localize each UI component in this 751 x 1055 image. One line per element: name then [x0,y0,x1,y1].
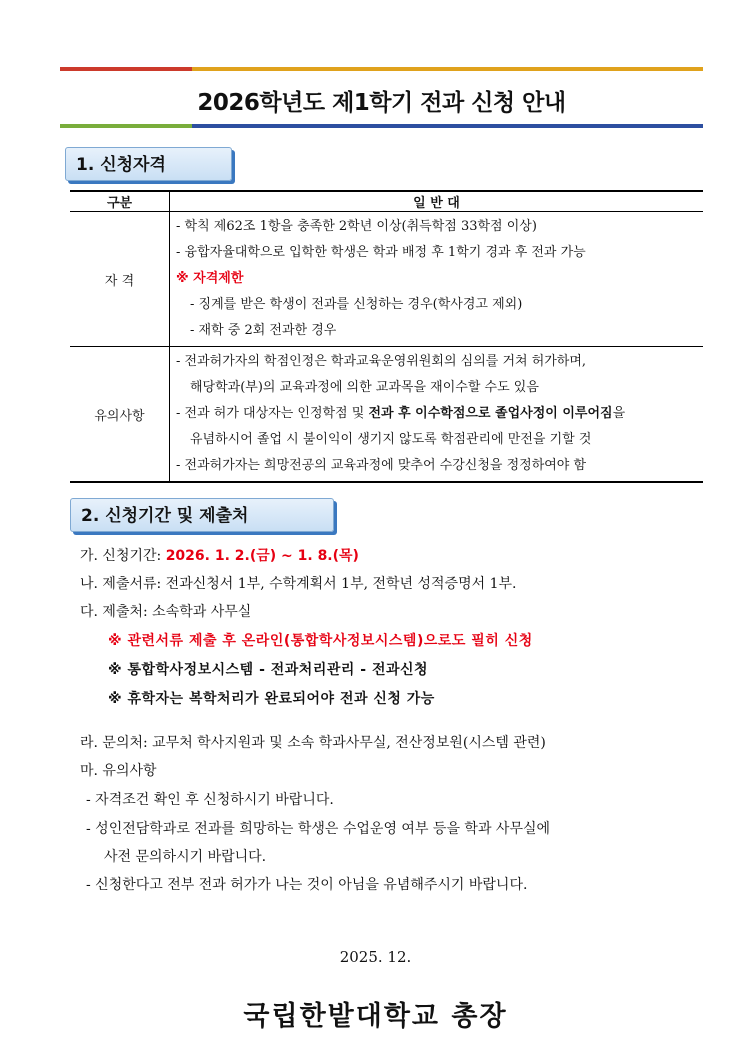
note-text: 을 [612,406,626,421]
note-text: - 전과 허가 대상자는 인정학점 및 [176,406,369,421]
bottom-bar-green [60,124,192,128]
section1-heading: 1. 신청자격 [65,147,232,181]
row-content-qualification [170,212,704,347]
issue-date: 2025. 12. [339,948,412,966]
table-row [70,212,703,347]
bottom-bar-blue [192,124,703,128]
section2-heading: 2. 신청기간 및 제출처 [70,498,334,532]
caution-item: - 성인전담학과로 전과를 희망하는 학생은 수업운영 여부 등을 학과 사무실에 [86,821,551,837]
period-value: 2026. 1. 2.(금) ~ 1. 8.(목) [165,548,359,564]
note-line: 유념하시어 졸업 시 불이익이 생기지 않도록 학점관리에 만전을 기할 것 [190,432,592,447]
signature: 국립한밭대학교 총장 [243,1001,508,1032]
required-documents: 나. 제출서류: 전과신청서 1부, 수학계획서 1부, 전학년 성적증명서 1부. [80,576,517,592]
qual-restriction-heading: ※ 자격제한 [176,271,244,286]
submission-office: 다. 제출처: 소속학과 사무실 [80,604,252,620]
qual-line: - 학칙 제62조 1항을 충족한 2학년 이상(취득학점 33학점 이상) [176,219,537,234]
table-header-general: 일 반 대 [170,191,704,212]
qual-line: - 융합자율대학으로 입학한 학생은 학과 배정 후 1학기 경과 후 전과 가능 [176,245,586,260]
note-line: - 전과허가자의 학점인정은 학과교육운영위원회의 심의를 거쳐 허가하며, [176,354,587,369]
note-line: - 전과허가자는 희망전공의 교육과정에 맞추어 수강신청을 정정하여야 함 [176,458,587,473]
note-emphasis: 전과 후 이수학점으로 졸업사정이 이루어짐 [368,406,613,421]
period-label: 가. 신청기간: [80,548,166,564]
note-line [176,401,697,427]
row-label-qualification: 자 격 [70,212,170,347]
application-period [80,545,359,565]
top-bar-gold [192,67,703,71]
note-line: 해당학과(부)의 교육과정에 의한 교과목을 재이수할 수도 있음 [190,380,539,395]
caution-item: - 자격조건 확인 후 신청하시기 바랍니다. [86,792,334,808]
top-bar-red [60,67,192,71]
page-title: 2026학년도 제1학기 전과 신청 안내 [197,90,566,116]
qual-line: - 재학 중 2회 전과한 경우 [190,323,337,338]
qual-line: - 징계를 받은 학생이 전과를 신청하는 경우(학사경고 제외) [190,297,523,312]
eligibility-table [70,190,703,483]
row-content-notes [170,347,704,483]
table-row [70,347,703,483]
caution-item: - 신청한다고 전부 전과 허가가 나는 것이 아님을 유념해주시기 바랍니다. [86,877,528,893]
contact-info: 라. 문의처: 교무처 학사지원과 및 소속 학과사무실, 전산정보원(시스템 관련) [80,735,546,751]
online-application-note: ※ 관련서류 제출 후 온라인(통합학사정보시스템)으로도 필히 신청 [108,633,533,649]
caution-heading: 마. 유의사항 [80,763,157,779]
caution-item: 사전 문의하시기 바랍니다. [104,849,267,865]
row-label-notes: 유의사항 [70,347,170,483]
table-header-category: 구분 [70,191,170,212]
table-header-row [70,191,703,212]
leave-student-note: ※ 휴학자는 복학처리가 완료되어야 전과 신청 가능 [108,691,435,707]
system-path-note: ※ 통합학사정보시스템 - 전과처리관리 - 전과신청 [108,662,429,678]
